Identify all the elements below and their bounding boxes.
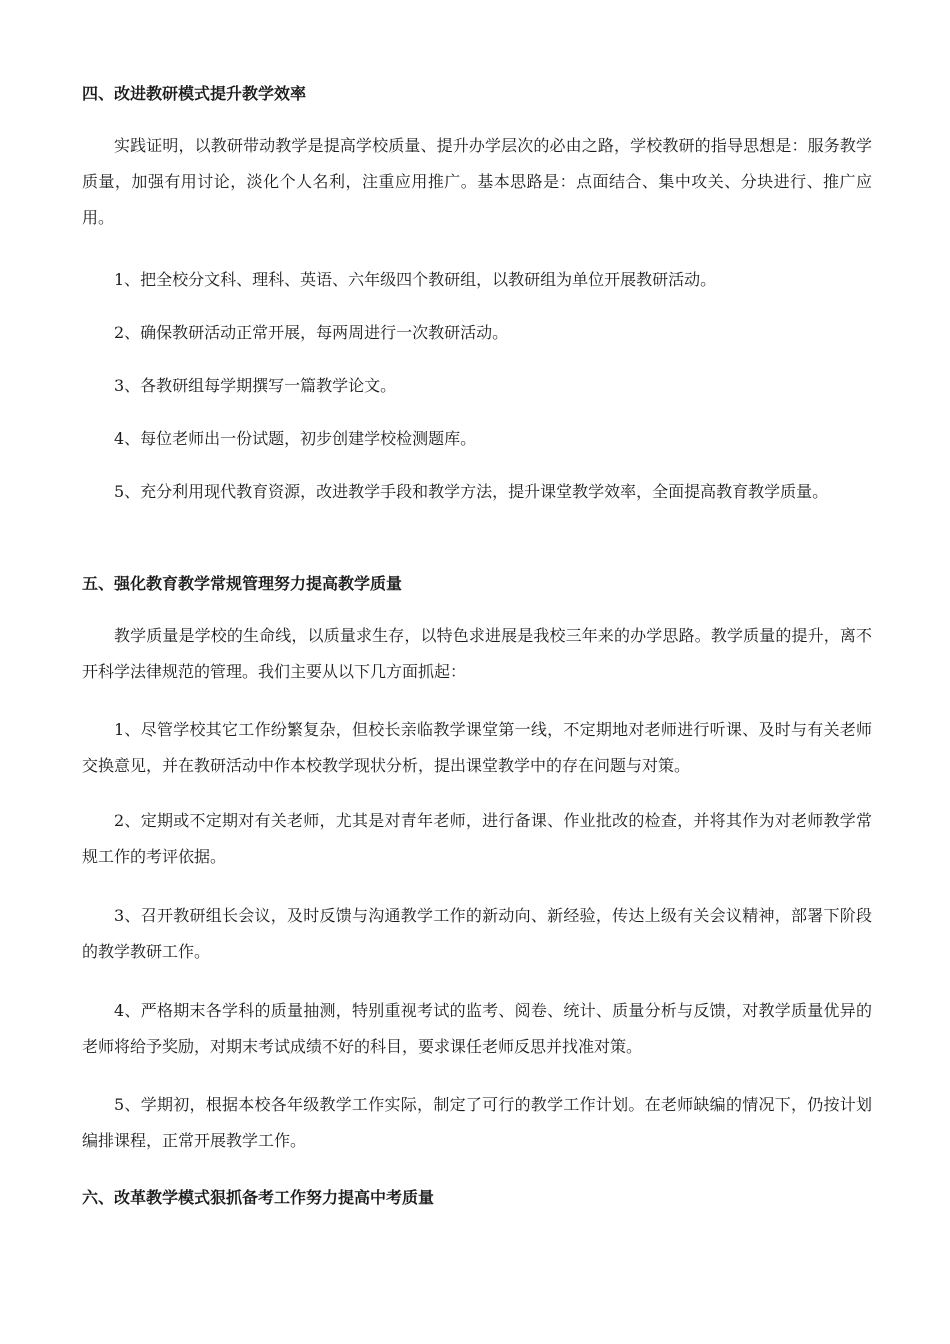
section-heading-4: 四、改进教研模式提升教学效率: [82, 84, 307, 103]
list-item-5-4: 4、严格期末各学科的质量抽测，特别重视考试的监考、阅卷、统计、质量分析与反馈，对教学质量优异的老师将给予奖励，对期末考试成绩不好的科目，要求课任老师反思并找准对策。: [82, 1001, 872, 1056]
list-item-4-4: 4、每位老师出一份试题，初步创建学校检测题库。: [114, 429, 477, 448]
list-item-5-3: 3、召开教研组长会议，及时反馈与沟通教学工作的新动向、新经验，传达上级有关会议精神，部署下阶段的教学教研工作。: [82, 906, 872, 961]
list-item-4-2: 2、确保教研活动正常开展，每两周进行一次教研活动。: [114, 323, 509, 342]
list-item-4-3: 3、各教研组每学期撰写一篇教学论文。: [114, 376, 397, 395]
section-heading-5: 五、强化教育教学常规管理努力提高教学质量: [82, 574, 403, 593]
list-item-4-1: 1、把全校分文科、理科、英语、六年级四个教研组，以教研组为单位开展教研活动。: [114, 270, 717, 289]
list-item-5-2: 2、定期或不定期对有关老师，尤其是对青年老师，进行备课、作业批改的检查，并将其作为对老师教学常规工作的考评依据。: [82, 811, 872, 866]
list-item-5-5: 5、学期初，根据本校各年级教学工作实际，制定了可行的教学工作计划。在老师缺编的情况下，仍按计划编排课程，正常开展教学工作。: [82, 1095, 872, 1150]
paragraph-intro-5: 教学质量是学校的生命线，以质量求生存，以特色求进展是我校三年来的办学思路。教学质量的提升，离不开科学法律规范的管理。我们主要从以下几方面抓起：: [82, 626, 872, 681]
list-item-4-5: 5、充分利用现代教育资源，改进教学手段和教学方法，提升课堂教学效率，全面提高教育教学质量。: [114, 482, 829, 501]
list-item-5-1: 1、尽管学校其它工作纷繁复杂，但校长亲临教学课堂第一线，不定期地对老师进行听课、及时与有关老师交换意见，并在教研活动中作本校教学现状分析，提出课堂教学中的存在问题与对策。: [82, 720, 872, 775]
paragraph-intro-4: 实践证明，以教研带动教学是提高学校质量、提升办学层次的必由之路，学校教研的指导思想是：服务教学质量，加强有用讨论，淡化个人名利，注重应用推广。基本思路是：点面结合、集中攻关、分块进行、推广应用。: [82, 136, 872, 227]
section-heading-6: 六、改革教学模式狠抓备考工作努力提高中考质量: [82, 1188, 435, 1207]
